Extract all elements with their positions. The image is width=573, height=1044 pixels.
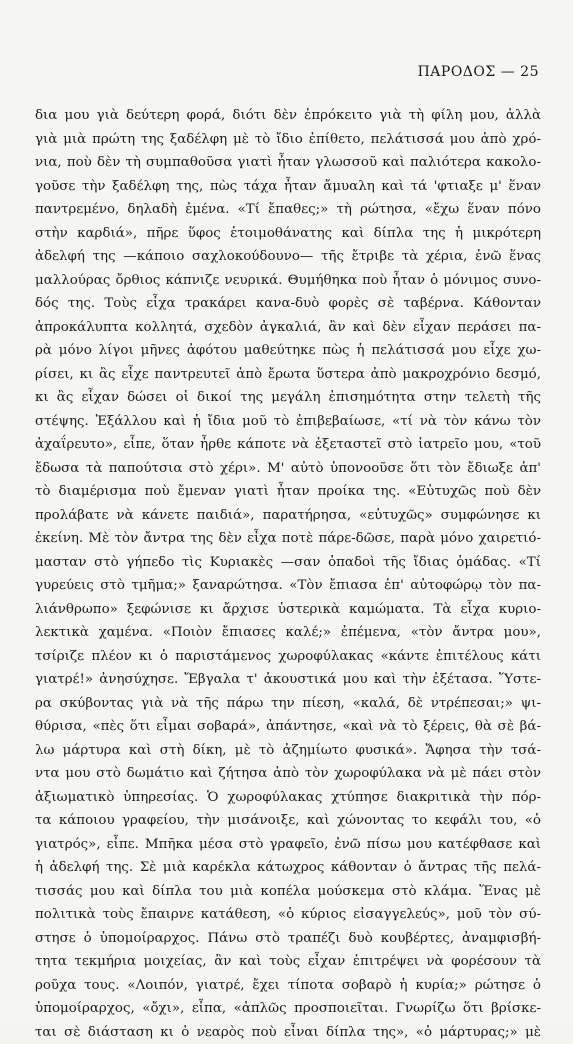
text-line: κι ἂς εἶχαν δώσει οἱ δικοί της μεγάλη ἐπισημότητα στην τελετὴ τῆς — [35, 386, 541, 410]
text-line: ται σὲ διάσταση κι ὁ νεαρὸς ποὺ εἶναι δίπλα της», «ὁ μάρτυρας;» μὲ — [35, 1021, 541, 1044]
text-line: λεκτικὰ χαμένα. «Ποιὸν ἔπιασες καλέ;» ἐπέμενα, «τὸν ἄντρα μου», — [35, 621, 541, 645]
text-line: ρα σκύβοντας γιὰ νὰ τῆς πάρω την πίεση, «καλά, δὲ ντρέπεσαι;» ψι- — [35, 692, 541, 716]
text-line: ἐκείνη. Μὲ τὸν ἄντρα της δὲν εἶχα ποτὲ πάρε-δῶσε, παρὰ μόνο χαιρετιό- — [35, 527, 541, 551]
text-line: γιὰ μιὰ πρώτη της ξαδέλφη μὲ τὸ ἴδιο ἐπίθετο, πελάτισσά μου ἀπὸ χρό- — [35, 128, 541, 152]
text-line: στὴν καρδιά», πῆρε ὕφος ἑτοιμοθάνατης καὶ δίπλα της ἡ μικρότερη — [35, 222, 541, 246]
text-line: νια, ποὺ δὲν τὴ συμπαθοῦσα γιατὶ ἦταν γλωσσοῦ καὶ παλιότερα κακολο- — [35, 151, 541, 175]
text-line: τα κάποιου γραφείου, τὴν μισάνοιξε, καὶ χώνοντας το κεφάλι του, «ὁ — [35, 809, 541, 833]
text-line: ἀπροκάλυπτα κολλητά, σχεδὸν ἀγκαλιά, ἂν καὶ δὲν εἶχαν περάσει πα- — [35, 316, 541, 340]
text-line: ροῦχα τους. «Λοιπόν, γιατρέ, ἔχει τίποτα σοβαρὸ ἡ κυρία;» ρώτησε ὁ — [35, 974, 541, 998]
running-header: ΠΑΡΟΔΟΣ — 25 — [418, 64, 539, 80]
text-line: ντα μου στὸ δωμάτιο καὶ ζήτησα ἀπὸ τὸν χωροφύλακα νὰ μὲ πάει στὸν — [35, 762, 541, 786]
text-line: παντρεμένο, δηλαδὴ ἐμένα. «Τί ἔπαθες;» τὴ ρώτησα, «ἔχω ἕναν πόνο — [35, 198, 541, 222]
text-line: στησε ὁ ὑπομοίραρχος. Πάνω στὸ τραπέζι δυὸ κουβέρτες, ἀναμφισβή- — [35, 927, 541, 951]
text-line: τὸ διαμέρισμα ποὺ ἔμεναν γιατὶ ἦταν προίκα της. «Εὐτυχῶς ποὺ δὲν — [35, 480, 541, 504]
text-line: τισσάς μου καὶ δίπλα του μιὰ κοπέλα μούσκεμα στὸ κλάμα. Ἕνας μὲ — [35, 880, 541, 904]
text-line: ἀδελφή της —κάποιο σαχλοκούδουνο— τῆς ἔτριβε τὰ χέρια, ἐνῶ ἕνας — [35, 245, 541, 269]
text-line: γιατρέ!» ἀνησύχησε. Ἔβγαλα τ' ἀκουστικά μου καὶ τὴν ἐξέτασα. Ὕστε- — [35, 668, 541, 692]
text-line: τσίριζε πλέον κι ὁ παριστάμενος χωροφύλακας «κάντε ἐπιτέλους κάτι — [35, 645, 541, 669]
text-line: λω μάρτυρα καὶ στὴ δίκη, μὲ τὸ ἀζημίωτο φυσικά». Ἄφησα τὴν τσά- — [35, 739, 541, 763]
text-line: δός της. Τοὺς εἶχα τρακάρει κανα-δυὸ φορὲς σὲ ταβέρνα. Κάθονταν — [35, 292, 541, 316]
text-line: γυρεύεις στὸ τμῆμα;» ξαναρώτησα. «Τὸν ἔπιασα ἐπ' αὐτοφώρῳ τὸν πα- — [35, 574, 541, 598]
text-line: ρίσει, κι ἂς εἶχε παντρευτεῖ ἀπὸ ἔρωτα ὕστερα ἀπὸ μακροχρόνιο δεσμό, — [35, 363, 541, 387]
text-line: ἀχαΐρευτο», εἶπε, ὅταν ἦρθε κάποτε νὰ ἐξεταστεῖ στὸ ἰατρεῖο μου, «τοῦ — [35, 433, 541, 457]
text-line: ρὰ μόνο λίγοι μῆνες ἀφότου μαθεύτηκε πὼς ἡ πελάτισσά μου εἶχε χω- — [35, 339, 541, 363]
body-text — [35, 104, 541, 1044]
text-line: μαλλούρας ὄρθιος κάπνιζε νευρικά. Θυμήθηκα ποὺ ἦταν ὁ μόνιμος συνο- — [35, 269, 541, 293]
text-line: προλάβατε νὰ κάνετε παιδιά», παρατήρησα, «εὐτυχῶς» συμφώνησε κι — [35, 504, 541, 528]
text-line: ἀξιωματικὸ ὑπηρεσίας. Ὁ χωροφύλακας χτύπησε διακριτικὰ τὴν πόρ- — [35, 786, 541, 810]
text-line: λιάνθρωπο» ξεφώνισε κι ἄρχισε ὑστερικὰ καμώματα. Τὰ εἶχα κυριο- — [35, 598, 541, 622]
text-line: μασταν στὸ γήπεδο τὶς Κυριακὲς —σαν ὀπαδοὶ τῆς ἴδιας ὁμάδας. «Τί — [35, 551, 541, 575]
text-line: τητα τεκμήρια μοιχείας, ἂν καὶ τοὺς εἶχαν ἐπιτρέψει νὰ φορέσουν τὰ — [35, 950, 541, 974]
text-line: γοῦσε τὴν ξαδέλφη της, πὼς τάχα ἦταν ἄμυαλη καὶ τά 'φτιαξε μ' ἕναν — [35, 175, 541, 199]
text-line: πολιτικὰ τοὺς ἔπαιρνε κατάθεση, «ὁ κύριος εἰσαγγελεύς», μοῦ τὸν σύ- — [35, 903, 541, 927]
text-line: ἔδωσα τὰ παπούτσια στὸ χέρι». Μ' αὐτὸ ὑπονοοῦσε ὅτι τὸν ἔδιωξε ἀπ' — [35, 457, 541, 481]
text-line: γιατρός», εἶπε. Μπῆκα μέσα στὸ γραφεῖο, ἐνῶ πίσω μου κατέφθασε καὶ — [35, 833, 541, 857]
text-line: θύρισα, «πὲς ὅτι εἶμαι σοβαρά», ἀπάντησε, «καὶ νὰ τὸ ξέρεις, θὰ σὲ βά- — [35, 715, 541, 739]
text-line: ὑπομοίραρχος, «ὄχι», εἶπα, «ἁπλῶς προσποιεῖται. Γνωρίζω ὅτι βρίσκε- — [35, 997, 541, 1021]
text-line: ἡ ἀδελφή της. Σὲ μιὰ καρέκλα κάτωχρος κάθονταν ὁ ἄντρας τῆς πελά- — [35, 856, 541, 880]
text-line: δια μου γιὰ δεύτερη φορά, διότι δὲν ἐπρόκειτο γιὰ τὴ φίλη μου, ἀλλὰ — [35, 104, 541, 128]
text-line: στέψης. Ἐξάλλου καὶ ἡ ἴδια μοῦ τὸ ἐπιβεβαίωσε, «τί νὰ τὸν κάνω τὸν — [35, 410, 541, 434]
